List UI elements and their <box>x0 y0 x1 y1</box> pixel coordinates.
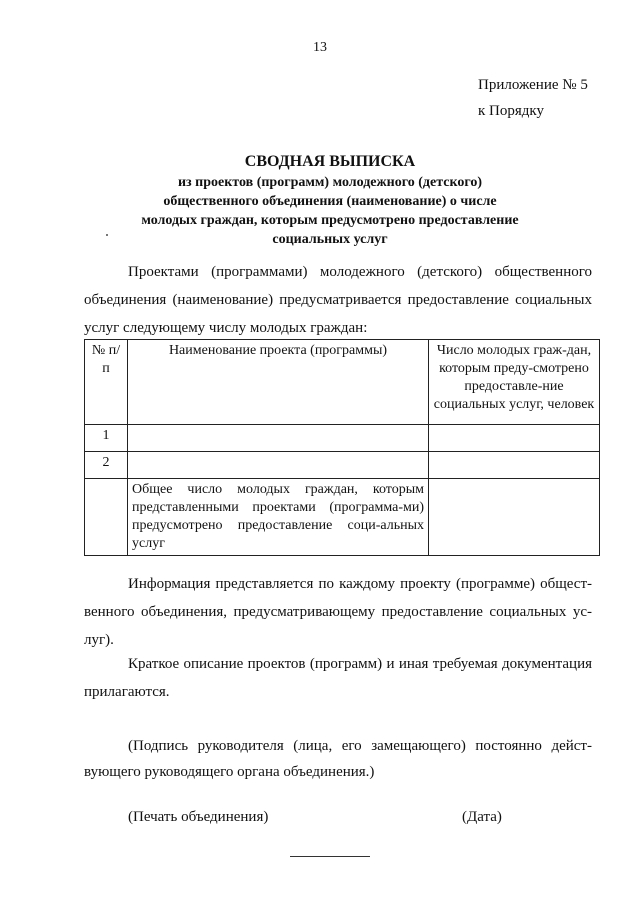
total-number-cell <box>85 479 128 556</box>
title-line-2: общественного объединения (наименование) о числе <box>163 194 497 209</box>
intro-paragraph: Проектами (программами) молодежного (детского) общественного объединения (наименование) предусматривается предоставление социальных услуг следующему числу молодых граждан: <box>84 264 592 336</box>
table-total-row <box>85 479 600 556</box>
row-number: 1 <box>85 425 128 452</box>
signature-note: (Подпись руководителя (лица, его замещающего) постоянно дейст-вующего руководящего органа объединения.) <box>84 738 592 780</box>
projects-table <box>84 339 600 556</box>
seal-placeholder: (Печать объединения) <box>128 809 269 825</box>
row-number: 2 <box>85 452 128 479</box>
row-project-name <box>128 425 429 452</box>
appendix-reference: к Порядку <box>478 103 544 119</box>
header-number: № п/п <box>85 340 128 425</box>
header-youth-count: Число молодых граж-дан, которым преду-смотрено предоставле-ние социальных услуг, человек <box>429 340 600 425</box>
appendix-number: Приложение № 5 <box>478 77 588 93</box>
title-main: СВОДНАЯ ВЫПИСКА <box>244 153 416 170</box>
appendix-header <box>478 72 588 124</box>
table-row <box>85 452 600 479</box>
brief-paragraph: Краткое описание проектов (программ) и иная требуемая документация прилагаются. <box>84 656 592 700</box>
end-rule <box>290 856 370 857</box>
row-youth-count <box>429 452 600 479</box>
row-youth-count <box>429 425 600 452</box>
scan-speck <box>106 234 108 236</box>
total-label: Общее число молодых граждан, которым представленными проектами (программа-ми) предусмотрено предоставление соци-альных услуг <box>128 479 429 556</box>
row-project-name <box>128 452 429 479</box>
header-project-name: Наименование проекта (программы) <box>128 340 429 425</box>
title-line-3: молодых граждан, которым предусмотрено предоставление <box>141 213 519 228</box>
total-count-cell <box>429 479 600 556</box>
info-paragraph: Информация представляется по каждому проекту (программе) общест-венного объединения, предусматривающему предоставление социальных ус-луг). <box>84 576 592 648</box>
document-title <box>80 152 580 249</box>
table-header-row <box>85 340 600 425</box>
date-placeholder: (Дата) <box>462 809 502 825</box>
title-line-1: из проектов (программ) молодежного (детского) <box>177 175 483 190</box>
table-row <box>85 425 600 452</box>
page-number: 13 <box>313 40 327 55</box>
title-line-4: социальных услуг <box>272 232 388 247</box>
